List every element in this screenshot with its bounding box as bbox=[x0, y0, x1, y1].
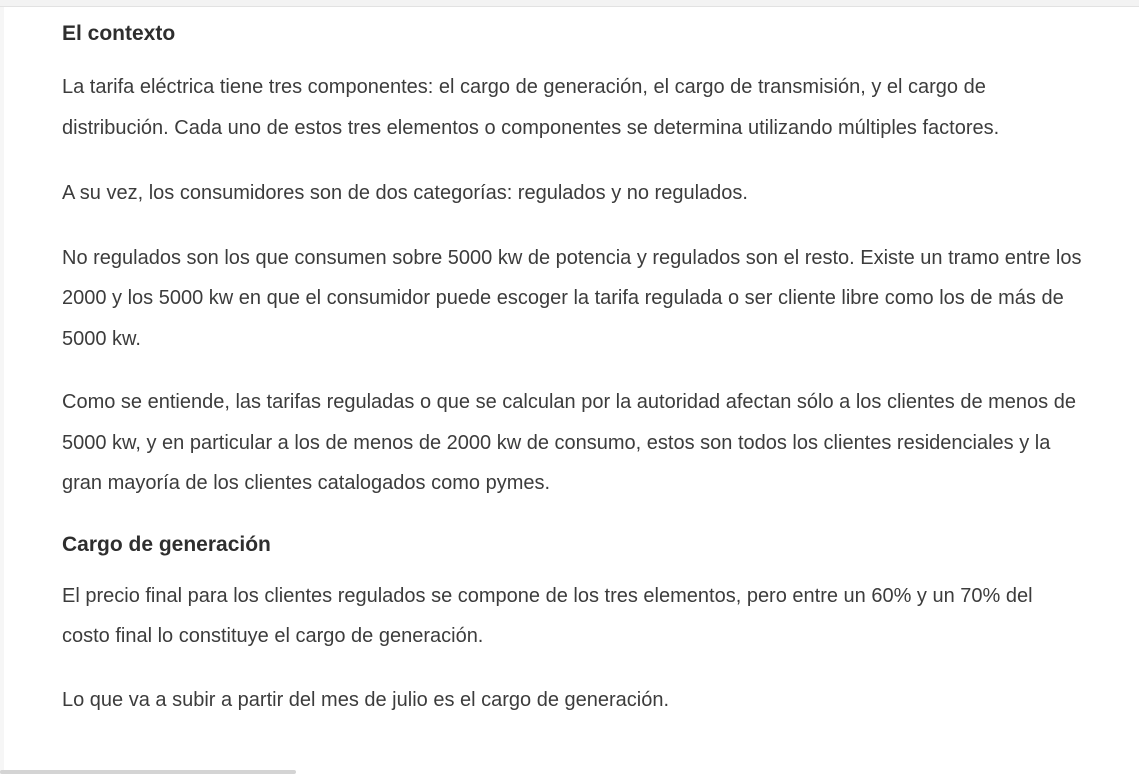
top-border bbox=[0, 0, 1139, 7]
article-body bbox=[62, 14, 1082, 720]
paragraph-precio-final: El precio final para los clientes regulados se compone de los tres elementos, pero entre un 60% y un 70% del costo final lo constituye el cargo de generación. bbox=[62, 584, 1033, 647]
paragraph-tarifa-componentes: La tarifa eléctrica tiene tres componentes: el cargo de generación, el cargo de transmisión, y el cargo de distribución. Cada uno de estos tres elementos o componentes se determina utilizando múltiples factores. bbox=[62, 76, 1000, 139]
paragraph-subida-julio: Lo que va a subir a partir del mes de julio es el cargo de generación. bbox=[62, 688, 670, 711]
heading-el-contexto: El contexto bbox=[62, 22, 176, 45]
left-edge-shade bbox=[0, 7, 4, 774]
paragraph-categorias-consumidores: A su vez, los consumidores son de dos categorías: regulados y no regulados. bbox=[62, 182, 748, 204]
paragraph-no-regulados: No regulados son los que consumen sobre 5000 kw de potencia y regulados son el resto. Existe un tramo entre los 2000 y los 5000 kw en que el consumidor puede escoger la tarifa regulada o ser cliente libre como los de más de 5000 kw. bbox=[62, 246, 1082, 350]
paragraph-tarifas-reguladas: Como se entiende, las tarifas reguladas o que se calculan por la autoridad afectan sólo a los clientes de menos de 5000 kw, y en particular a los de menos de 2000 kw de consumo, estos son todos los clientes residenciales y la gran mayoría de los clientes catalogados como pymes. bbox=[62, 391, 1076, 494]
heading-cargo-generacion: Cargo de generación bbox=[62, 532, 271, 556]
horizontal-scrollbar[interactable] bbox=[0, 770, 296, 774]
